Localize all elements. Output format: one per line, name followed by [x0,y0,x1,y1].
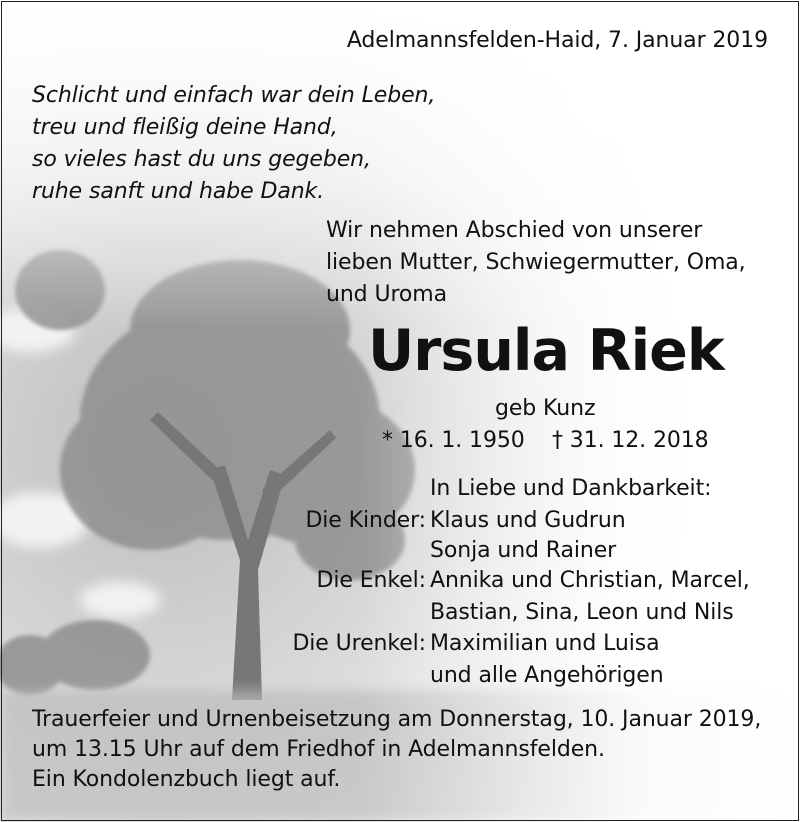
great-grandchildren-line-1: Maximilian und Luisa [430,631,660,656]
poem-line-3: so vieles hast du uns gegeben, [32,147,371,172]
footer-line-2: um 13.15 Uhr auf dem Friedhof in Adelmannsfelden. [32,737,605,762]
maiden-name: geb Kunz [495,396,596,421]
poem-line-1: Schlicht und einfach war dein Leben, [32,83,436,108]
children-line-1: Klaus und Gudrun [430,508,626,533]
grandchildren-line-1: Annika und Christian, Marcel, [430,568,750,593]
place-date: Adelmannsfelden-Haid, 7. Januar 2019 [346,28,768,53]
birth-date: * 16. 1. 1950 [382,428,525,453]
intro-line-1: Wir nehmen Abschied von unserer [326,218,703,243]
footer-line-1: Trauerfeier und Urnenbeisetzung am Donnerstag, 10. Januar 2019, [32,707,762,732]
relatives-closing: und alle Angehörigen [430,663,664,688]
group-label-great-grandchildren: Die Urenkel: [292,631,426,656]
deceased-name: Ursula Riek [368,318,724,384]
mourners-heading: In Liebe und Dankbarkeit: [430,476,712,501]
intro-line-3: und Uroma [326,282,447,307]
children-line-2: Sonja und Rainer [430,538,617,563]
death-date: † 31. 12. 2018 [552,428,709,453]
intro-line-2: lieben Mutter, Schwiegermutter, Oma, [326,250,746,275]
poem-line-4: ruhe sanft und habe Dank. [32,179,325,204]
group-label-grandchildren: Die Enkel: [316,568,426,593]
footer-line-3: Ein Kondolenzbuch liegt auf. [32,767,341,792]
grandchildren-line-2: Bastian, Sina, Leon und Nils [430,600,734,625]
poem-line-2: treu und fleißig deine Hand, [32,115,338,140]
group-label-children: Die Kinder: [305,508,426,533]
